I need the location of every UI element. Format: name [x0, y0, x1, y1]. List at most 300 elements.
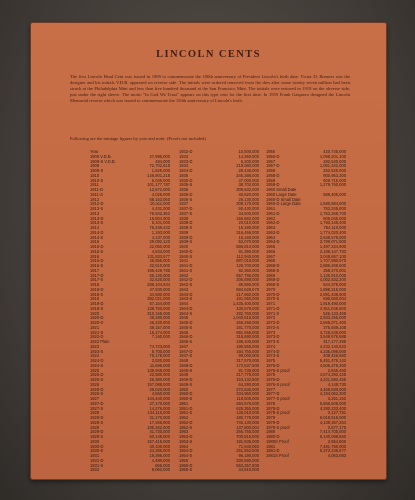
- mintage-figure: 6,101,000: [151, 220, 170, 226]
- mintage-year-label: 1919-S: [90, 305, 104, 311]
- mintage-year-label: 1977-D: [266, 391, 280, 397]
- mintage-year-label: 1937: [179, 201, 189, 207]
- mintage-figure: 1,435,400,000: [232, 301, 259, 306]
- mintage-figure: 26,380,000: [149, 377, 170, 382]
- mintage-year-label: 1959-D: [266, 182, 280, 188]
- mintage-year-label: 1980-D: [266, 434, 280, 439]
- mintage-figure: 754,110,000: [323, 225, 346, 230]
- mintage-figure: 76,532,352: [149, 210, 170, 216]
- mintage-figure: 309,632,000: [236, 187, 259, 192]
- mintage-figure: 219,080,000: [236, 163, 259, 169]
- mintage-year-label: 1973-D: [266, 334, 280, 340]
- mintage-figure: 27,995,000: [149, 153, 170, 159]
- mintage-figure: 430,578,000: [236, 305, 259, 311]
- mintage-figure: 15,274,000: [149, 329, 170, 335]
- mintage-year-label: 1909-S V.D.B.: [90, 158, 116, 164]
- mintage-figure: 38,702,000: [238, 182, 259, 188]
- mintage-year-label: 1938-D: [179, 220, 193, 226]
- mintage-figure: 245,388,000: [236, 172, 259, 178]
- mintage-figure: 5,451,476,142: [319, 358, 346, 363]
- mintage-figure: 544,375,000: [323, 282, 346, 287]
- mintage-year-label: 1931-D: [90, 457, 104, 463]
- mintage-year-label: 1978-S proof: [266, 410, 290, 416]
- mintage-year-label: 1972-D: [266, 320, 280, 325]
- mintage-year-label: 1976: [266, 372, 276, 378]
- mintage-year-label: 1931: [90, 453, 100, 458]
- mintage-figure: 190,555,000: [236, 343, 259, 349]
- mintage-year-label: 1911-S: [90, 191, 103, 197]
- mintage-figure: 139,760,000: [147, 305, 170, 311]
- mintage-figure: 3,677,175: [327, 424, 346, 430]
- mintage-figure: 85,590,000: [238, 282, 259, 287]
- mintage-year-label: 1939: [179, 229, 189, 235]
- mintage-year-label: 1966: [266, 248, 276, 254]
- mintage-figure: 47,000,000: [238, 177, 259, 183]
- mintage-year-label: 1949-S: [179, 381, 193, 387]
- mintage-figure: 96,190,000: [238, 453, 259, 458]
- mintage-figure: 146,801,218: [147, 172, 170, 178]
- mintage-year-label: 1921-S: [90, 329, 104, 335]
- mintage-figure: 194,750,000: [236, 348, 259, 354]
- mintage-figure: 1,707,880,970: [319, 258, 346, 264]
- mintage-year-label: 1941-D: [179, 263, 193, 268]
- mintage-figure: 181,770,000: [236, 324, 259, 330]
- mintage-year-label: 1942: [179, 272, 189, 278]
- mintage-figure: 6,200,000: [240, 158, 259, 164]
- mintage-figure: 101,177,787: [147, 182, 170, 188]
- mintage-figure: 75,178,000: [149, 353, 170, 359]
- mintage-year-label: 1915: [90, 239, 100, 245]
- mintage-year-label: 1937-S: [179, 210, 193, 216]
- mintage-year-label: 1960-D Large Date: [266, 201, 301, 207]
- mintage-year-label: 1954: [179, 443, 189, 449]
- mintage-figure: 64,290,000: [238, 381, 259, 387]
- mintage-figure: 3,728,245,000: [319, 329, 346, 335]
- mintage-year-label: 1918: [90, 282, 100, 287]
- mintage-figure: 1,098,201,100: [319, 153, 346, 159]
- mintage-year-label: 1912: [90, 196, 100, 202]
- mintage-figure: 2,845,450: [327, 367, 346, 373]
- mintage-year-label: 1928-D: [90, 415, 104, 420]
- mintage-figure: 2,188,147,783: [319, 248, 346, 254]
- mintage-figure: 866,000: [155, 462, 170, 468]
- mintage-year-label: 1919: [90, 296, 100, 302]
- mintage-figure: 1,793,148,400: [319, 220, 346, 226]
- mintage-figure: 3,048,667,100: [319, 253, 346, 259]
- mintage-year-label: 1929-D: [90, 429, 104, 435]
- mintage-figure: 74,723,000: [149, 343, 170, 349]
- mintage-figure: 887,018,000: [236, 258, 259, 264]
- mintage-figure: 40,620,000: [238, 191, 259, 197]
- mintage-year-label: 1978: [266, 400, 276, 406]
- mintage-year-label: 1936: [179, 187, 189, 192]
- mintage-year-label: 1924-S: [90, 362, 104, 368]
- mintage-year-label: 1931-S: [90, 462, 104, 468]
- mintage-year-label: 1923-S: [90, 348, 104, 354]
- mintage-figure: 44,610,000: [238, 467, 259, 473]
- mintage-figure: 1,136,910,000: [319, 272, 346, 278]
- mintage-caption: Following are the mintage figures by year and mint: (Proofs not included): [70, 136, 206, 141]
- mintage-year-label: 1924: [90, 353, 100, 359]
- mintage-year-label: 1953-D: [179, 434, 193, 439]
- mintage-year-label: 1942-D: [179, 277, 193, 283]
- mintage-column-3: [266, 150, 346, 459]
- mintage-figure: 185,262,000: [147, 424, 170, 430]
- mintage-figure: 131,833,677: [147, 253, 170, 259]
- mintage-figure: 46,220,000: [149, 320, 170, 325]
- mintage-year-label: 1914-D: [90, 229, 104, 235]
- mintage-column-2: [179, 150, 259, 473]
- mintage-year-label: 1944-S: [179, 310, 193, 316]
- mintage-year-label: 1975: [266, 358, 276, 363]
- mintage-year-label: 1913-D: [90, 215, 104, 221]
- mintage-figure: 753,345,000: [323, 206, 346, 211]
- mintage-year-label: 1909 V.D.B.: [90, 153, 112, 159]
- mintage-figure: 27,170,000: [149, 400, 170, 406]
- mintage-year-label: 1909: [90, 163, 100, 169]
- mintage-year-label: 1943-S: [179, 296, 193, 302]
- mintage-year-label: 1961: [266, 206, 276, 211]
- mintage-figure: 34,500,000: [238, 210, 259, 216]
- mintage-year-label: 1979-S proof: [266, 424, 290, 430]
- mintage-year-label: 1964: [266, 234, 276, 240]
- mintage-figure: 118,505,000: [236, 396, 259, 401]
- mintage-year-label: 1920-S: [90, 320, 104, 325]
- mintage-year-label: 1911: [90, 182, 99, 188]
- mintage-year-label: 1947-D: [179, 348, 193, 354]
- mintage-year-label: 1920-D: [90, 315, 104, 321]
- mintage-year-label: 1943-D: [179, 291, 193, 297]
- mintage-year-label: 1925-D: [90, 372, 104, 378]
- mintage-year-label: 1944: [179, 301, 189, 306]
- mintage-year-label: 1947: [179, 343, 189, 349]
- mintage-figure: 800,953,300: [323, 172, 346, 178]
- mintage-year-label: 1934: [179, 163, 189, 169]
- mintage-year-label: 1970: [266, 286, 276, 292]
- mintage-year-label: 1981: [266, 443, 276, 449]
- mintage-figure: 1,051,342,000: [319, 163, 346, 169]
- mintage-figure: 4,469,930,000: [319, 386, 346, 392]
- mintage-year-label: 1980S Proof: [266, 438, 289, 444]
- mintage-figure: 6,018,515,000: [319, 415, 346, 420]
- mintage-year-label: 1950-S: [179, 396, 193, 401]
- mintage-year-label: 1941: [179, 258, 189, 264]
- mintage-figure: 137,800,004: [236, 424, 259, 430]
- mintage-year-label: 1960-D Small Date: [266, 196, 301, 202]
- mintage-figure: 3,127,781: [327, 410, 346, 416]
- mintage-year-label: 1939-S: [179, 239, 193, 245]
- mintage-figure: 55,120,000: [149, 272, 170, 278]
- mintage-year-label: 1915-D: [90, 244, 104, 249]
- mintage-figure: 625,355,000: [236, 405, 259, 411]
- mintage-figure: 700,515,000: [236, 434, 259, 439]
- mintage-year-label: 1917-S: [90, 277, 104, 283]
- mintage-figure: 5,373,235,677: [319, 448, 346, 454]
- mintage-figure: 32,620,000: [149, 277, 170, 283]
- mintage-figure: 181,835,000: [236, 438, 259, 444]
- mintage-figure: 586,810,000: [236, 244, 259, 249]
- mintage-year-label: 1979: [266, 415, 276, 420]
- mintage-figure: 4,235,098,000: [319, 348, 346, 354]
- mintage-year-label: 1951: [179, 400, 189, 406]
- mintage-year-label: 1938-S: [179, 225, 193, 230]
- mintage-figure: 256,755,000: [236, 429, 259, 435]
- mintage-figure: 47,830,000: [149, 286, 170, 292]
- mintage-figure: 128,700,000: [236, 263, 259, 268]
- mintage-figure: 41,730,000: [149, 429, 170, 435]
- mintage-figure: 52,070,000: [238, 239, 259, 245]
- mintage-year-label: 1963-D: [266, 229, 280, 235]
- mintage-year-label: 1974: [266, 343, 276, 349]
- mintage-year-label: 1913: [90, 210, 100, 216]
- mintage-year-label: 1922-D: [90, 334, 104, 340]
- mintage-figure: 17,266,000: [149, 419, 170, 425]
- mintage-year-label: 1958: [266, 168, 276, 173]
- mintage-year-label: 1977-S proof: [266, 396, 290, 401]
- mintage-row: [90, 468, 170, 473]
- mintage-year-label: 1981-D: [266, 448, 280, 454]
- mintage-year-label: 1919-D: [90, 301, 104, 306]
- mintage-year-label: 1926-S: [90, 391, 104, 397]
- mintage-year-label: 1910-S: [90, 177, 104, 183]
- mintage-figure: 746,130,000: [236, 419, 259, 425]
- mintage-year-label: 1951-D: [179, 405, 193, 411]
- mintage-figure: 186,775,000: [236, 415, 259, 420]
- mintage-figure: 258,270,001: [323, 267, 346, 273]
- mintage-figure: 11,696,000: [149, 362, 170, 368]
- mintage-year-label: 1961-D: [266, 210, 280, 216]
- mintage-year-label: 1935-D: [179, 177, 193, 183]
- mintage-figure: 139,949,000: [147, 367, 170, 373]
- mintage-year-label: 1911-D: [90, 187, 104, 192]
- mintage-year-label: 1914-S: [90, 234, 104, 240]
- mintage-figure: 4,002,832,200: [319, 277, 346, 283]
- mintage-figure: 15,804,000: [149, 215, 170, 221]
- mintage-figure: 29,130,000: [238, 196, 259, 202]
- mintage-year-label: 1949: [179, 372, 189, 378]
- mintage-figure: 172,637,500: [236, 362, 259, 368]
- mintage-figure: 71,640,050: [238, 443, 259, 449]
- mintage-year-label: 1962-D: [266, 220, 280, 226]
- mintage-figure: 317,177,295: [323, 339, 346, 344]
- mintage-year-label: 1973: [266, 329, 276, 335]
- mintage-figure: 217,775,000: [236, 372, 259, 378]
- mintage-figure: 22,510,000: [149, 263, 170, 268]
- mintage-figure: 657,796,000: [236, 272, 259, 278]
- mintage-year-label: 1953: [179, 429, 189, 435]
- mintage-year-label: 1968: [266, 258, 276, 264]
- mintage-figure: 252,525,000: [323, 168, 346, 173]
- mintage-year-label: Year: [90, 149, 99, 154]
- mintage-year-label: 1932: [90, 467, 100, 473]
- mintage-year-label: 1965: [266, 244, 276, 249]
- mintage-figure: 1,774,020,400: [319, 229, 346, 235]
- mintage-figure: 14,360,000: [238, 153, 259, 159]
- mintage-year-label: 1924-D: [90, 358, 104, 363]
- mintage-year-label: 1964-D: [266, 239, 280, 245]
- mintage-figure: 8,700,000: [151, 348, 170, 354]
- mintage-figure: 563,257,500: [236, 462, 259, 468]
- mintage-figure: 5,558,605,000: [319, 400, 346, 406]
- mintage-year-label: 1925: [90, 367, 100, 373]
- mintage-figure: 4,137,000: [151, 234, 170, 240]
- mintage-figure: 284,576,000: [236, 400, 259, 406]
- mintage-figure: 684,628,670: [236, 286, 259, 292]
- mintage-year-label: 1939-D: [179, 234, 193, 240]
- mintage-figure: 50,430,000: [238, 206, 259, 211]
- mintage-year-label: 1929-S: [90, 434, 104, 439]
- mintage-figure: 315,690,000: [236, 334, 259, 340]
- mintage-year-label: 1978-D: [266, 405, 280, 411]
- mintage-figure: 606,045,000: [323, 215, 346, 221]
- mintage-year-label: 1971-D: [266, 305, 280, 311]
- mintage-figure: 420,745,000: [323, 149, 346, 154]
- mintage-year-label: 1946-D: [179, 334, 193, 340]
- mintage-year-label: 1956-D: [266, 153, 280, 159]
- mintage-year-label: 1921: [90, 324, 100, 330]
- mintage-year-label: 1960 Small Date: [266, 187, 297, 192]
- mintage-figure: 217,660,000: [236, 291, 259, 297]
- mintage-year-label: 1955-S: [179, 467, 193, 473]
- mintage-year-label: 1953-S: [179, 438, 193, 444]
- mintage-figure: 4,505,275,300: [319, 362, 346, 368]
- mintage-figure: 2,911,045,600: [320, 305, 346, 311]
- mintage-year-label: 1934-D: [179, 168, 193, 173]
- mintage-figure: 92,360,000: [238, 267, 259, 273]
- mintage-figure: 4,026,000: [151, 191, 170, 197]
- mintage-figure: 144,440,000: [147, 396, 170, 401]
- mintage-year-label: 1975-S proof: [266, 367, 290, 373]
- mintage-figure: 1,040,515,000: [232, 315, 259, 321]
- mintage-figure: 1,193,000: [151, 229, 170, 235]
- mintage-year-label: 1948: [179, 358, 189, 363]
- mintage-figure: 4,550,000: [151, 391, 170, 397]
- mintage-year-label: 1916-S: [90, 263, 104, 268]
- mintage-year-label: 1952-S: [179, 424, 193, 430]
- mintage-year-label: 1918-S: [90, 291, 104, 297]
- mintage-figure: 191,550,000: [236, 296, 259, 302]
- mintage-year-label: 1929: [90, 424, 100, 430]
- mintage-figure: 39,157,000: [149, 324, 170, 330]
- mintage-figure: 136,010,000: [236, 410, 259, 416]
- mintage-figure: 282,760,000: [236, 310, 259, 316]
- mintage-figure: 586,405,000: [323, 191, 346, 197]
- mintage-year-label: 1975-D: [266, 362, 280, 368]
- mintage-year-label: 1923: [90, 343, 100, 349]
- mintage-figure: 15,160,000: [238, 234, 259, 240]
- mintage-figure: 198,100,000: [236, 339, 259, 344]
- mintage-figure: 28,020,000: [149, 386, 170, 392]
- page-title: LINCOLN CENTS: [156, 49, 261, 60]
- mintage-figure: 288,104,634: [147, 282, 170, 287]
- mintage-year-label: 1949-D: [179, 377, 193, 382]
- mintage-year-label: 1952: [179, 415, 189, 420]
- mintage-year-label: 1970-D: [266, 291, 280, 297]
- mintage-figure: 1,497,224,900: [319, 244, 346, 249]
- mintage-figure: 316,466,000: [236, 229, 259, 235]
- mintage-figure: 10,411,000: [149, 201, 170, 207]
- mintage-figure: 75,238,432: [149, 225, 170, 230]
- mintage-year-label: 1940-S: [179, 253, 193, 259]
- mintage-figure: 81,390,000: [238, 248, 259, 254]
- mintage-year-label: 1930: [90, 438, 100, 444]
- mintage-year-label: 1946-S: [179, 339, 193, 344]
- mintage-year-label: 1927: [90, 396, 100, 401]
- mintage-figure: 31,170,000: [149, 415, 170, 420]
- mintage-figure: 4,232,140,523: [319, 343, 346, 349]
- mintage-year-label: 1926: [90, 381, 100, 387]
- mintage-figure: 4,431,000: [151, 206, 170, 211]
- mintage-figure: 57,154,000: [149, 301, 170, 306]
- mintage-year-label: 1940: [179, 244, 189, 249]
- mintage-figure: 4,063,083: [327, 453, 346, 458]
- mintage-figure: 14,276,000: [149, 405, 170, 411]
- mintage-figure: 525,133,459: [323, 310, 346, 316]
- mintage-figure: 251,552,500: [236, 448, 259, 454]
- mintage-figure: 206,698,000: [236, 277, 259, 283]
- mintage-year-label: 1950: [179, 386, 189, 392]
- mintage-figure: 156,682,000: [236, 215, 259, 221]
- mintage-figure: 1,753,266,700: [319, 210, 346, 216]
- mintage-year-label: 1947-S: [179, 353, 193, 359]
- mintage-figure: 15,180,000: [238, 225, 259, 230]
- mintage-figure: 99,000,000: [238, 353, 259, 359]
- mintage-figure: 29,092,120: [149, 239, 170, 245]
- mintage-year-label: 1945-D: [179, 320, 193, 325]
- mintage-figure: 2,886,269,600: [319, 263, 346, 268]
- mintage-figure: 3,251,152: [327, 396, 346, 401]
- mintage-year-label: 1926-D: [90, 386, 104, 392]
- mintage-year-label: 1973-S: [266, 339, 280, 344]
- mintage-year-label: 1927-S: [90, 405, 104, 411]
- mintage-figure: 317,570,000: [236, 358, 259, 363]
- mintage-figure: 4,280,233,400: [319, 405, 346, 411]
- mintage-year-label: 1946: [179, 329, 189, 335]
- mintage-year-label: 1950-D: [179, 391, 193, 397]
- mintage-year-label: 1958-D: [266, 172, 280, 178]
- mintage-figure: 10,500,000: [238, 149, 259, 154]
- mintage-figure: 22,050,000: [149, 244, 170, 249]
- mintage-year-label: 1915-S: [90, 248, 104, 254]
- mintage-figure: 1,919,490,000: [319, 301, 346, 306]
- mintage-figure: 3,799,071,500: [319, 239, 346, 245]
- mintage-year-label: 1976-D: [266, 377, 280, 382]
- mintage-figure: 7,491,750,000: [319, 443, 346, 449]
- mintage-year-label: 1954-S: [179, 453, 193, 458]
- mintage-figure: 20,010,000: [238, 220, 259, 226]
- mintage-figure: 81,735,000: [238, 367, 259, 373]
- mintage-year-label: 1970-S: [266, 296, 280, 302]
- mintage-figure: 484,000: [155, 158, 170, 164]
- mintage-figure: 392,021,000: [147, 296, 170, 302]
- mintage-year-label: 1945: [179, 315, 189, 321]
- mintage-figure: 309,170,000: [236, 201, 259, 207]
- mintage-figure: 409,426,660: [323, 353, 346, 359]
- mintage-year-label: 1955: [179, 457, 189, 463]
- mintage-figure: 157,415,000: [147, 438, 170, 444]
- mintage-year-label: 1935: [179, 172, 189, 178]
- mintage-figure: 6,045,000: [151, 177, 170, 183]
- mintage-year-label: 1974-S: [266, 353, 280, 359]
- mintage-figure: 7,160,000: [151, 334, 170, 340]
- mintage-year-label: 1922 Plain: [90, 339, 110, 344]
- mintage-figure: 282,540,000: [323, 158, 346, 164]
- mintage-figure: 690,560,004: [323, 296, 346, 302]
- mintage-year-label: 1927-D: [90, 400, 104, 406]
- mintage-figure: 50,148,000: [149, 434, 170, 439]
- mintage-figure: 3,554,806: [327, 438, 346, 444]
- mintage-year-label: 1943: [179, 286, 189, 292]
